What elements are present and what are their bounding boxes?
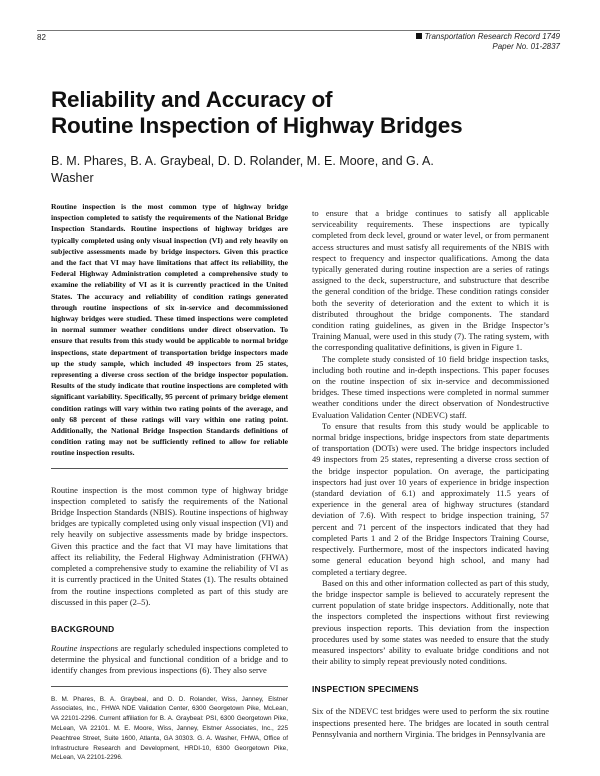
journal-name: Transportation Research Record 1749 [424,32,560,41]
intro-paragraph: Routine inspection is the most common type of highway bridge inspection completed to satisfy the requirements of the National Bridge Inspection Standards (NBIS). Routine inspections of highway bridges are typically completed using only visual inspection (VI) and rely heavily on subjective assessments made by bridge inspectors. Given this practice and the fact that VI may have limitations that affect its reliability, the Federal Highway Administration (FHWA) completed a comprehensive study to examine the reliability of VI as it is currently practiced in the United States (1). The results obtained from the routine inspections completed as part of this study are discussed in this paper (2–5). [51,484,288,607]
right-paragraph-4: Based on this and other information collected as part of this study, the bridge inspector sample is believed to accurately represent the current population of state bridge inspectors. Additionally, note that the inspectors completed the inspections without first reviewing previous inspection reports. This deviation from the inspection procedures used by some states was needed to ensure that the study measured inspectors’ ability to evaluate bridge conditions and not their ability to simply repeat previously noted conditions. [312,577,549,667]
footnote-divider [51,686,288,687]
background-paragraph [51,643,288,677]
title-line-2: Routine Inspection of Highway Bridges [51,113,463,138]
right-paragraph-2: The complete study consisted of 10 field bridge inspection tasks, including both routine and in-depth inspections. This paper focuses on the routine inspection of six in-service and decommissioned bridges. These timed inspections were completed in normal summer weather conditions under the direct observation of Nondestructive Evaluation Validation Center (NDEVC) staff. [312,353,549,420]
page-number: 82 [37,33,46,42]
journal-square-icon [416,33,422,39]
background-text: are regularly scheduled inspections completed to determine the physical and functional condition of a bridge and to identify changes from previous inspections (6). They also serve [51,642,288,676]
right-paragraph-3: To ensure that results from this study would be applicable to normal bridge inspections, bridge inspectors from state departments of transportation (DOTs) were used. The bridge inspectors included 49 inspectors from 25 states, representing a diverse cross section of the bridge inspector population. On average, the participating inspectors had just over 10 years of experience in bridge inspection (standard deviation of 6.1) and approximately 11.5 years of experience in the general area of highway structures (standard deviation of 7.6). With respect to bridge inspection training, 57 percent and 71 percent of the inspectors indicated that they had completed Parts 1 and 2 of the Bridge Inspectors Training Course, respectively. Furthermore, most of the inspectors indicated having some general education beyond high school, and many had completed a tertiary degree. [312,420,549,577]
paper-number: Paper No. 01-2837 [492,42,560,51]
background-heading: BACKGROUND [51,623,115,634]
author-affiliations-footnote: B. M. Phares, B. A. Graybeal, and D. D. Rolander, Wiss, Janney, Elstner Associates, Inc., FHWA NDE Validation Center, 6300 Georgetown Pike, McLean, VA 22101-2296. Current affiliation for B. A. Graybeal: PSI, 6300 Georgetown Pike, McLean, VA 22101. M. E. Moore, Wiss, Janney, Elstner Associates, Inc., 225 Peachtree Street, Suite 1600, Atlanta, GA 30303. G. A. Washer, FHWA, Office of Infrastructure Research and Development, HRDI-10, 6300 Georgetown Pike, McLean, VA 22101-2296. [51,695,288,762]
left-column [51,201,288,763]
page-title [51,87,561,139]
abstract-divider [51,468,288,469]
right-column [312,208,549,740]
journal-block [416,32,560,52]
journal-name-line [416,32,560,42]
title-line-1: Reliability and Accuracy of [51,87,333,112]
header-rule [37,30,560,31]
inspection-specimens-heading: INSPECTION SPECIMENS [312,684,419,695]
abstract: Routine inspection is the most common type of highway bridge inspection completed to satisfy the requirements of the National Bridge Inspection Standards. Routine inspections of highway bridges are typically completed using only visual inspection (VI) and rely heavily on subjective assessments made by bridge inspectors. Given this practice and the fact that VI may have limitations that affect its reliability, the Federal Highway Administration completed a comprehensive study to examine the reliability of VI as it is currently practiced in the United States. The accuracy and reliability of condition ratings generated through routine inspections of six in-service and decommissioned highway bridges were studied. These timed inspections were completed in normal summer weather conditions under direct observation. To ensure that results from this study would be applicable to normal bridge inspections, state department of transportation bridge inspectors made up the study sample, which included 49 inspectors from 25 states, representing a diverse cross section of the bridge inspector population. Results of the study indicate that routine inspections are completed with significant variability. Specifically, 95 percent of primary bridge element condition ratings will vary within two rating points of the average, and only 68 percent of these ratings will vary within one rating point. Additionally, the National Bridge Inspection Standards definitions of condition rating may not be sufficiently refined to allow for reliable routine inspection results. [51,202,288,458]
right-paragraph-5: Six of the NDEVC test bridges were used to perform the six routine inspections presented here. The bridges are located in south central Pennsylvania and northern Virginia. The bridges in Pennsylvania are [312,706,549,739]
background-term: Routine inspections [51,642,119,653]
right-paragraph-1: to ensure that a bridge continues to satisfy all applicable serviceability requirements. These inspections are typically completed from deck level, ground or water level, or from permanent access structures and must satisfy all requirements of the NBIS with respect to frequency and inspector qualifications. Among the data typically generated during routine inspection are a series of ratings assigned to the deck, superstructure, and substructure that describe the general condition of the bridge. These condition ratings consider both the severity of deterioration and the extent to which it is distributed throughout the bridge components. The standard condition rating guidelines, as given in the Bridge Inspector’s Training Manual, were used in this study (7). The rating system, with the corresponding qualitative definitions, is given in Figure 1. [312,208,549,353]
authors: B. M. Phares, B. A. Graybeal, D. D. Rolander, M. E. Moore, and G. A. Washer [51,154,434,185]
